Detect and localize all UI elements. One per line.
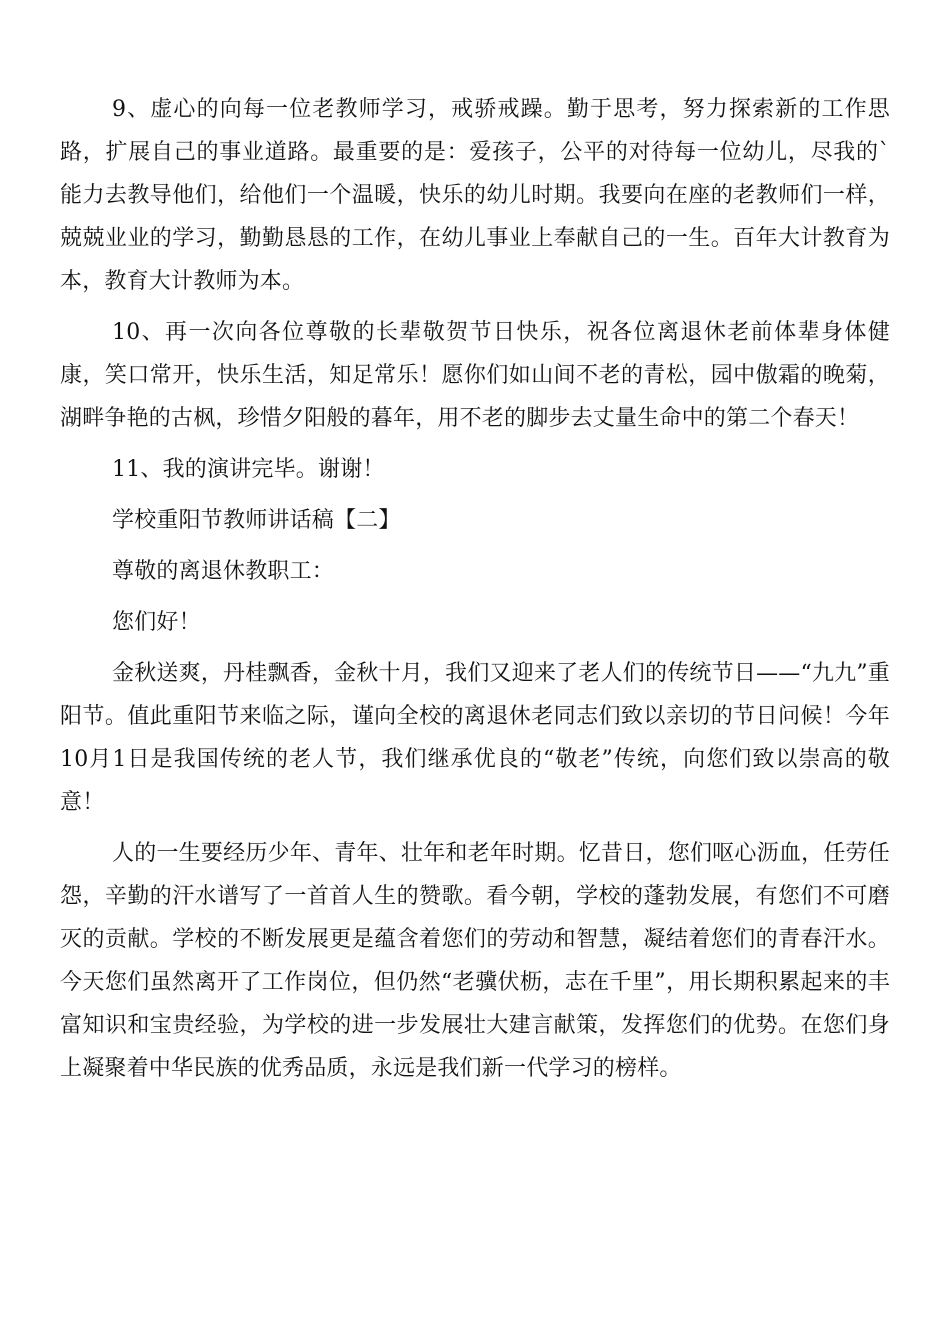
document-body xyxy=(60,88,890,1098)
greeting: 您们好！ xyxy=(112,610,201,635)
salutation: 尊敬的离退休教职工： xyxy=(112,559,335,584)
paragraph-10: 10、再一次向各位尊敬的长辈敬贺节日快乐，祝各位离退休老前体辈身体健康，笑口常开，快乐生活，知足常乐！愿你们如山间不老的青松，园中傲霜的晚菊，湖畔争艳的古枫，珍惜夕阳般的暮年，用不老的脚步去丈量生命中的第二个春天！ xyxy=(60,320,890,431)
section-title: 学校重阳节教师讲话稿【二】 xyxy=(112,508,401,533)
body-paragraph-2: 人的一生要经历少年、青年、壮年和老年时期。忆昔日，您们呕心沥血，任劳任怨，辛勤的汗水谱写了一首首人生的赞歌。看今朝，学校的蓬勃发展，有您们不可磨灭的贡献。学校的不断发展更是蕴含着您们的劳动和智慧，凝结着您们的青春汗水。今天您们虽然离开了工作岗位，但仍然“老骥伏枥，志在千里”，用长期积累起来的丰富知识和宝贵经验，为学校的进一步发展壮大建言献策，发挥您们的优势。在您们身上凝聚着中华民族的优秀品质，永远是我们新一代学习的榜样。 xyxy=(60,841,890,1081)
body-paragraph-1: 金秋送爽，丹桂飘香，金秋十月，我们又迎来了老人们的传统节日——“九九”重阳节。值此重阳节来临之际，谨向全校的离退休老同志们致以亲切的节日问候！今年10月1日是我国传统的老人节，我们继承优良的“敬老”传统，向您们致以崇高的敬意！ xyxy=(60,661,890,815)
paragraph-11: 11、我的演讲完毕。谢谢！ xyxy=(112,457,385,482)
paragraph-9: 9、虚心的向每一位老教师学习，戒骄戒躁。勤于思考，努力探索新的工作思路，扩展自己的事业道路。最重要的是：爱孩子，公平的对待每一位幼儿，尽我的`能力去教导他们，给他们一个温暖，快乐的幼儿时期。我要向在座的老教师们一样，兢兢业业的学习，勤勤恳恳的工作，在幼儿事业上奉献自己的一生。百年大计教育为本，教育大计教师为本。 xyxy=(60,97,890,294)
